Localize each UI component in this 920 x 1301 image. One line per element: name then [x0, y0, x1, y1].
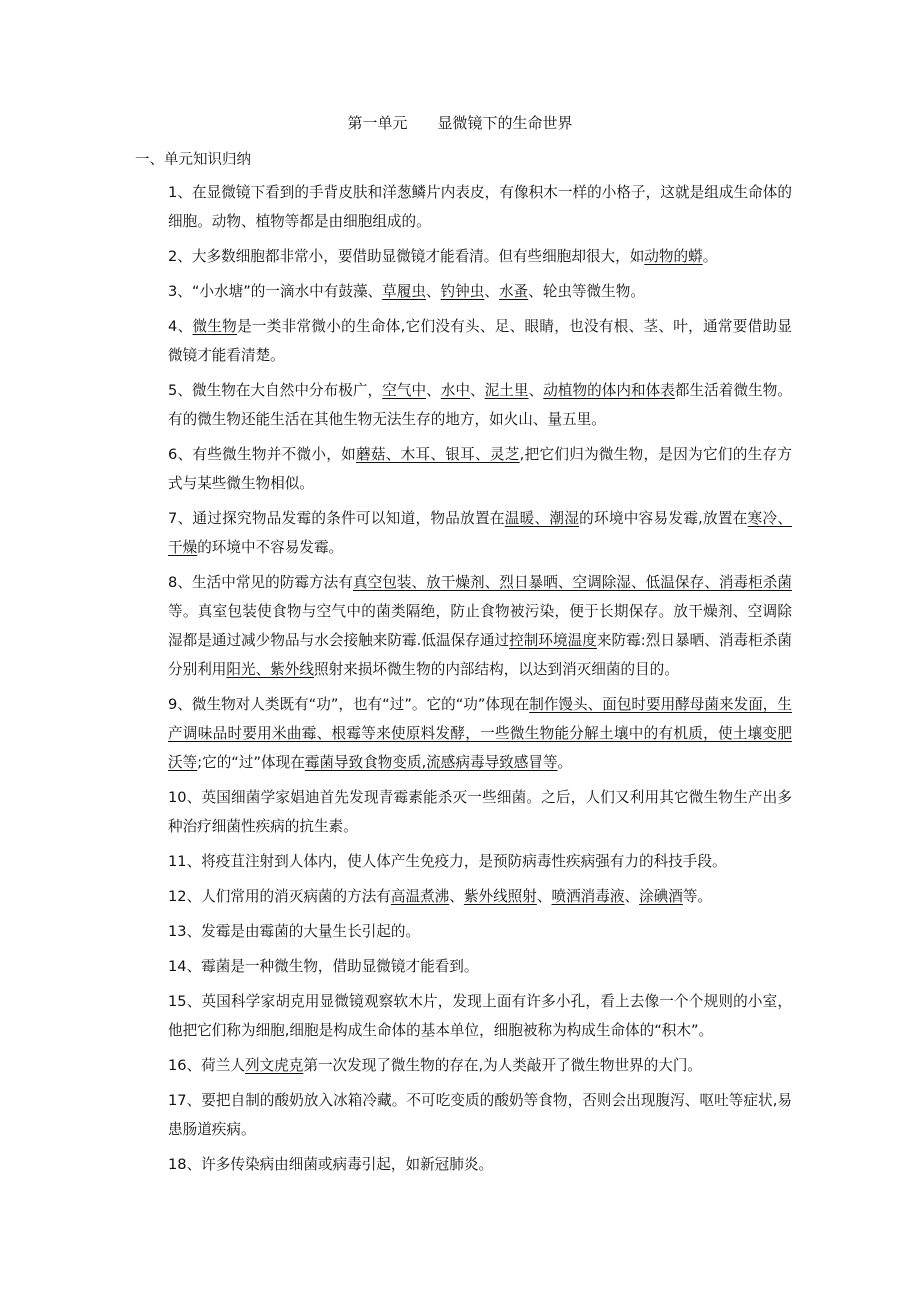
knowledge-item-9 [168, 690, 792, 777]
item-text: ,把它们归为微生物，是因为它们的生存方式与某些微生物相似。 [168, 446, 793, 492]
underlined-keyword: 水蚤 [498, 283, 529, 300]
item-text: 等。 [682, 888, 713, 905]
item-text: 照射来损坏微生物的内部结构，以达到消灭细菌的目的。 [313, 661, 679, 678]
knowledge-item-7 [168, 504, 792, 562]
knowledge-item-12 [168, 882, 792, 911]
knowledge-item-3 [168, 277, 792, 306]
knowledge-list [168, 178, 792, 1185]
item-text: 6、有些微生物并不微小，如 [168, 446, 357, 463]
knowledge-item-16 [168, 1051, 792, 1080]
item-text: 18、许多传染病由细菌或病毒引起，如新冠肺炎。 [168, 1156, 494, 1173]
underlined-keyword: 钓钟虫 [440, 283, 485, 300]
underlined-keyword: 列文虎克 [244, 1057, 304, 1074]
item-text: 11、将疫苴注射到人体内，使人体产生免疫力，是预防病毒性疾病强有力的科技手段。 [168, 853, 727, 870]
item-text: 等。真室包装使食物与空气中的菌类隔绝，防止食物被污染，便于长期保存。放干燥剂、空调除湿都是通过减少物品与水会接触来防霉.低温保存通过 [168, 603, 792, 649]
item-text: 15、英国科学家胡克用显微镜观察软木片，发现上面有许多小孔，看上去像一个个规则的小室，他把它们称为细胞,细胞是构成生命体的基本单位，细胞被称为构成生命体的“积木”。 [168, 993, 792, 1039]
item-text: 12、人们常用的消灭病菌的方法有 [168, 888, 391, 905]
item-text: 7、通过探究物品发霉的条件可以知道，物品放置在 [168, 510, 505, 527]
underlined-keyword: 动植物的体内和体表 [543, 382, 675, 399]
underlined-keyword: 水中 [440, 382, 471, 399]
knowledge-item-14 [168, 952, 792, 981]
item-text: 13、发霉是由霉菌的大量生长引起的。 [168, 923, 421, 940]
item-text: 、 [470, 382, 485, 399]
item-text: ;它的“过”体现在 [197, 754, 305, 771]
item-text: 4、 [168, 318, 193, 335]
item-text: 8、生活中常见的防霉方法有 [168, 574, 353, 591]
item-text: 、 [484, 283, 499, 300]
item-text: 是一类非常微小的生命体,它们没有头、足、眼睛，也没有根、茎、叶，通常要借助显微镜才能看清楚。 [168, 318, 792, 364]
item-text: 16、荷兰人 [168, 1057, 245, 1074]
knowledge-item-4 [168, 312, 792, 370]
item-text: 、 [624, 888, 640, 905]
item-text: 、 [536, 888, 552, 905]
underlined-keyword: 温暖、潮湿 [504, 510, 580, 527]
underlined-keyword: 涂碘酒 [639, 888, 683, 905]
underlined-keyword: 阳光、紫外线 [226, 661, 314, 678]
underlined-keyword: 控制环境温度 [509, 632, 597, 649]
item-text: 。 [557, 754, 573, 771]
item-text: 3、“小水塘”的一滴水中有鼓藻、 [168, 283, 383, 300]
knowledge-item-6 [168, 440, 792, 498]
item-text: 、 [528, 382, 544, 399]
page-title: 第一单元 显微镜下的生命世界 [347, 114, 573, 132]
item-text: 2、大多数细胞都非常小，要借助显微镜才能看清。但有些细胞却很大，如 [168, 248, 645, 265]
underlined-keyword: 动物的蟒 [644, 248, 703, 265]
underlined-keyword: 泥土里 [484, 382, 529, 399]
underlined-keyword: 蘑菇、木耳、银耳、灵芝 [356, 446, 520, 463]
item-text: 、 [425, 283, 441, 300]
item-text: 1、在显微镜下看到的手背皮肤和洋葱鳞片内表皮，有像积木一样的小格子，这就是组成生命体的细胞。动物、植物等都是由细胞组成的。 [168, 184, 792, 230]
underlined-keyword: 喷洒消毒液 [551, 888, 625, 905]
item-text: 、轮虫等微生物。 [528, 283, 645, 300]
knowledge-item-11 [168, 847, 792, 876]
item-text: 的环境中容易发霉,放置在 [579, 510, 748, 527]
knowledge-item-2 [168, 242, 792, 271]
knowledge-item-8 [168, 568, 792, 684]
item-text: 、 [449, 888, 464, 905]
underlined-keyword: 微生物 [192, 318, 238, 335]
item-text: 17、要把自制的酸奶放入冰箱冷藏。不可吃变质的酸奶等食物，否则会出现腹泻、呕吐等症状,易患肠道疾病。 [168, 1092, 792, 1138]
item-text: 14、霉菌是一种微生物，借助显微镜才能看到。 [168, 958, 479, 975]
item-text: 第一次发现了微生物的存在,为人类敲开了微生物世界的大门。 [303, 1057, 703, 1074]
item-text: 来防霉:烈日暴晒、消毒柜杀菌分别利用 [168, 632, 792, 678]
knowledge-item-1 [168, 178, 792, 236]
item-text: 。 [702, 248, 718, 265]
underlined-keyword: 高温煮沸 [390, 888, 450, 905]
underlined-keyword: 寒冷、干燥 [168, 510, 792, 556]
underlined-keyword: 真空包装、放干燥剂、烈日暴晒、空调除湿、低温保存、消毒柜杀菌 [352, 574, 792, 591]
item-text: 都生活着微生物。有的微生物还能生活在其他生物无法生存的地方，如火山、量五里。 [168, 382, 792, 428]
knowledge-item-13 [168, 917, 792, 946]
underlined-keyword: 制作馒头、面包时要用酵母菌来发面，生产调味品时要用米曲霉、根霉等来使原料发酵，一些微生物能分解土壤中的有机质，使土壤变肥沃等 [168, 696, 792, 771]
knowledge-item-10 [168, 783, 792, 841]
underlined-keyword: 霉菌导致食物变质,流感病毒导致感冒等 [304, 754, 558, 771]
knowledge-item-5 [168, 376, 792, 434]
item-text: 的环境中不容易发霉。 [197, 539, 344, 556]
underlined-keyword: 草履虫 [382, 283, 426, 300]
underlined-keyword: 紫外线照射 [463, 888, 537, 905]
item-text: 5、微生物在大自然中分布极广， [168, 382, 383, 399]
knowledge-item-15 [168, 987, 792, 1045]
knowledge-item-17 [168, 1086, 792, 1144]
item-text: 9、微生物对人类既有“功”，也有“过”。它的“功”体现在 [168, 696, 530, 713]
underlined-keyword: 空气中 [382, 382, 427, 399]
knowledge-item-18 [168, 1150, 792, 1179]
item-text: 、 [426, 382, 441, 399]
section-heading: 一、单元知识归纳 [135, 152, 251, 168]
item-text: 10、英国细菌学家娼迪首先发现青霉素能杀灭一些细菌。之后，人们又利用其它微生物生产出多种治疗细菌性疾病的抗生素。 [168, 789, 792, 835]
